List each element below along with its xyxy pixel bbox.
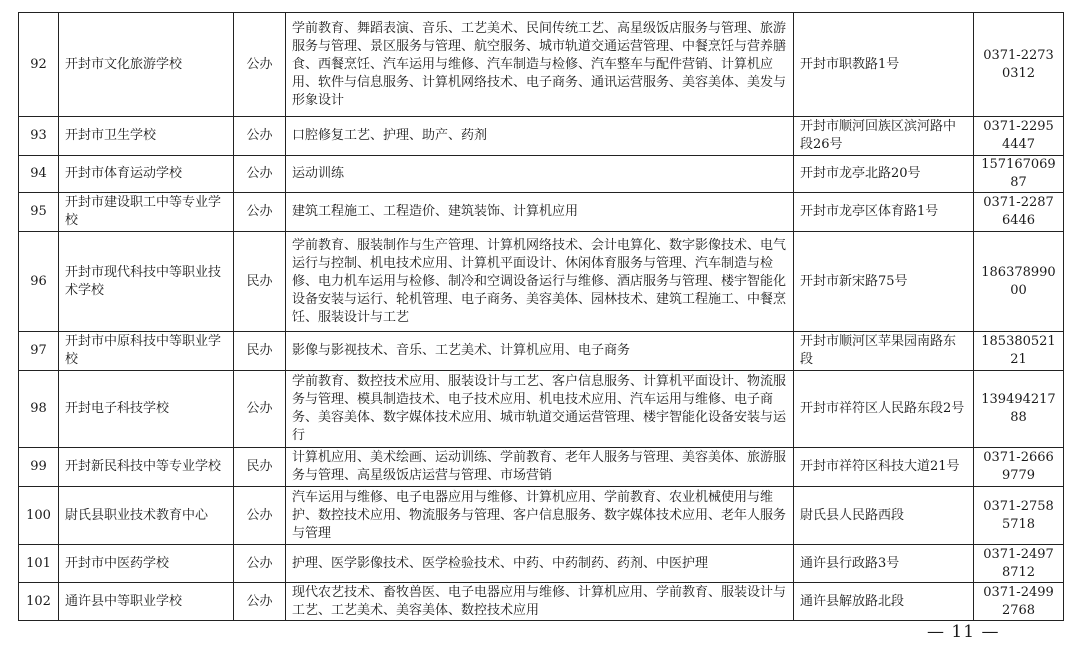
school-majors: 运动训练 <box>286 156 794 193</box>
school-majors: 学前教育、舞蹈表演、音乐、工艺美术、民间传统工艺、高星级饭店服务与管理、旅游服务与管理、景区服务与管理、航空服务、城市轨道交通运营管理、中餐烹饪与营养膳食、西餐烹饪、汽车运用与维修、汽车制造与检修、汽车整车与配件营销、计算机应用、软件与信息服务、计算机网络技术、电子商务、通讯运营服务、美容美体、美发与形象设计 <box>286 13 794 117</box>
school-phone: 0371-26669779 <box>974 448 1064 487</box>
page-footer <box>927 622 999 642</box>
school-address: 开封市新宋路75号 <box>794 232 974 332</box>
school-type: 公办 <box>234 487 286 545</box>
school-address: 开封市顺河回族区滨河路中段26号 <box>794 117 974 156</box>
row-number: 100 <box>19 487 59 545</box>
school-name: 开封市中原科技中等职业学校 <box>59 332 234 371</box>
school-address: 开封市祥符区科技大道21号 <box>794 448 974 487</box>
school-address: 开封市顺河区苹果园南路东段 <box>794 332 974 371</box>
school-type: 民办 <box>234 332 286 371</box>
school-name: 开封新民科技中等专业学校 <box>59 448 234 487</box>
table-row <box>19 545 1064 583</box>
table-row <box>19 332 1064 371</box>
table-row <box>19 13 1064 117</box>
school-phone: 15716706987 <box>974 156 1064 193</box>
school-phone: 0371-22876446 <box>974 193 1064 232</box>
row-number: 101 <box>19 545 59 583</box>
row-number: 92 <box>19 13 59 117</box>
school-name: 尉氏县职业技术教育中心 <box>59 487 234 545</box>
school-name: 开封市体育运动学校 <box>59 156 234 193</box>
page-number: 11 <box>951 622 976 642</box>
footer-dash-right: — <box>981 622 1000 642</box>
school-type: 民办 <box>234 232 286 332</box>
row-number: 97 <box>19 332 59 371</box>
school-majors: 汽车运用与维修、电子电器应用与维修、计算机应用、学前教育、农业机械使用与维护、数控技术应用、物流服务与管理、客户信息服务、数字媒体技术应用、老年人服务与管理 <box>286 487 794 545</box>
row-number: 93 <box>19 117 59 156</box>
school-address: 通许县解放路北段 <box>794 583 974 621</box>
row-number: 99 <box>19 448 59 487</box>
school-majors: 学前教育、数控技术应用、服装设计与工艺、客户信息服务、计算机平面设计、物流服务与管理、模具制造技术、电子技术应用、机电技术应用、汽车运用与维修、电子商务、美容美体、数字媒体技术应用、城市轨道交通运营管理、楼宇智能化设备安装与运行 <box>286 371 794 448</box>
school-table <box>18 12 1064 621</box>
school-type: 公办 <box>234 545 286 583</box>
school-name: 开封市文化旅游学校 <box>59 13 234 117</box>
school-majors: 护理、医学影像技术、医学检验技术、中药、中药制药、药剂、中医护理 <box>286 545 794 583</box>
school-type: 公办 <box>234 117 286 156</box>
school-type: 民办 <box>234 448 286 487</box>
school-phone: 0371-24992768 <box>974 583 1064 621</box>
table-row <box>19 448 1064 487</box>
table-row <box>19 371 1064 448</box>
school-majors: 现代农艺技术、畜牧兽医、电子电器应用与维修、计算机应用、学前教育、服装设计与工艺、工艺美术、美容美体、数控技术应用 <box>286 583 794 621</box>
school-type: 公办 <box>234 371 286 448</box>
school-name: 开封市现代科技中等职业技术学校 <box>59 232 234 332</box>
school-address: 开封市职教路1号 <box>794 13 974 117</box>
table-row <box>19 193 1064 232</box>
school-majors: 影像与影视技术、音乐、工艺美术、计算机应用、电子商务 <box>286 332 794 371</box>
school-phone: 0371-24978712 <box>974 545 1064 583</box>
school-address: 通许县行政路3号 <box>794 545 974 583</box>
row-number: 95 <box>19 193 59 232</box>
school-phone: 0371-27585718 <box>974 487 1064 545</box>
school-name: 开封市中医药学校 <box>59 545 234 583</box>
school-name: 开封电子科技学校 <box>59 371 234 448</box>
school-majors: 学前教育、服装制作与生产管理、计算机网络技术、会计电算化、数字影像技术、电气运行与控制、机电技术应用、计算机平面设计、休闲体育服务与管理、汽车制造与检修、电力机车运用与检修、制冷和空调设备运行与维修、酒店服务与管理、楼宇智能化设备安装与运行、轮机管理、电子商务、美容美体、园林技术、建筑工程施工、中餐烹饪、服装设计与工艺 <box>286 232 794 332</box>
row-number: 102 <box>19 583 59 621</box>
school-majors: 口腔修复工艺、护理、助产、药剂 <box>286 117 794 156</box>
footer-dash-left: — <box>927 622 945 642</box>
school-phone: 0371-22954447 <box>974 117 1064 156</box>
table-row <box>19 156 1064 193</box>
school-address: 开封市祥符区人民路东段2号 <box>794 371 974 448</box>
school-name: 通许县中等职业学校 <box>59 583 234 621</box>
school-type: 公办 <box>234 13 286 117</box>
school-type: 公办 <box>234 193 286 232</box>
school-type: 公办 <box>234 156 286 193</box>
table-row <box>19 232 1064 332</box>
school-phone: 13949421788 <box>974 371 1064 448</box>
school-phone: 18538052121 <box>974 332 1064 371</box>
school-majors: 计算机应用、美术绘画、运动训练、学前教育、老年人服务与管理、美容美体、旅游服务与管理、高星级饭店运营与管理、市场营销 <box>286 448 794 487</box>
school-phone: 0371-22730312 <box>974 13 1064 117</box>
table-row <box>19 117 1064 156</box>
row-number: 96 <box>19 232 59 332</box>
school-address: 开封市龙亭区体育路1号 <box>794 193 974 232</box>
row-number: 94 <box>19 156 59 193</box>
school-type: 公办 <box>234 583 286 621</box>
school-phone: 18637899000 <box>974 232 1064 332</box>
table-row <box>19 583 1064 621</box>
school-address: 尉氏县人民路西段 <box>794 487 974 545</box>
school-name: 开封市卫生学校 <box>59 117 234 156</box>
row-number: 98 <box>19 371 59 448</box>
school-address: 开封市龙亭北路20号 <box>794 156 974 193</box>
school-name: 开封市建设职工中等专业学校 <box>59 193 234 232</box>
school-majors: 建筑工程施工、工程造价、建筑装饰、计算机应用 <box>286 193 794 232</box>
table-row <box>19 487 1064 545</box>
